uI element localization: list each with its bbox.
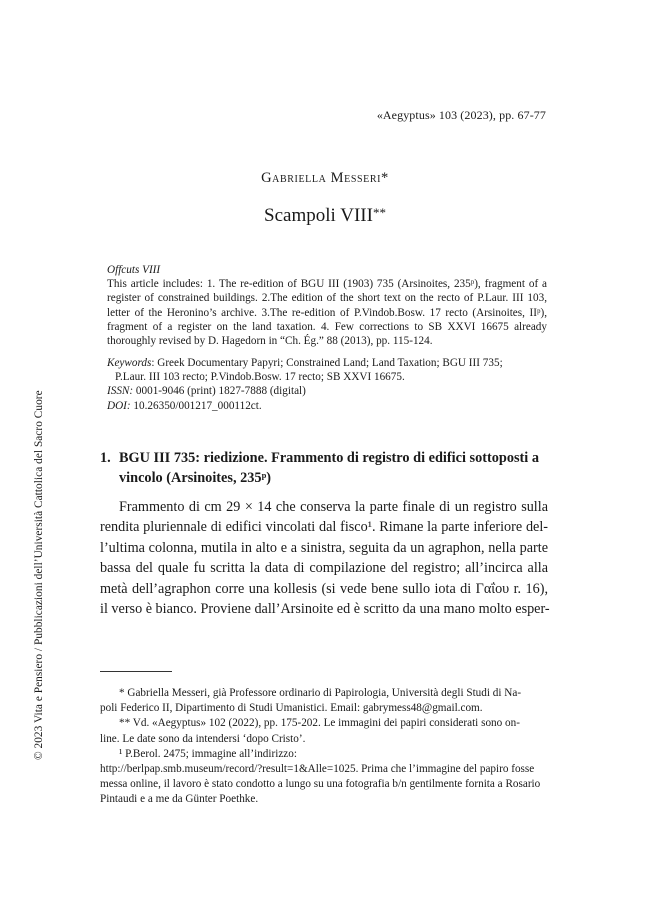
issn-label: ISSN: (107, 385, 134, 398)
footnotes (100, 686, 550, 808)
section-number: 1. (100, 450, 111, 466)
footnote-line: ¹ P.Berol. 2475; immagine all’indirizzo: (119, 747, 297, 760)
body-line: bassa del quale fu scritta la data di compilazione del registro; all’incirca alla (100, 560, 548, 577)
body-line: metà dell’agraphon corre una kollesis (si vede bene sullo iota di Γαΐου r. 16), (100, 580, 548, 597)
keywords-label: Keywords (107, 357, 152, 369)
footnote-line: http://berlpap.smb.museum/record/?result=1&Alle=1025. Prima che l’immagine del papiro fosse (100, 763, 535, 776)
footnote-rule (100, 671, 172, 672)
author-footnote-mark: * (381, 170, 389, 186)
body-line: rendita pluriennale di edifici vincolati dal fisco¹. Rimane la parte inferiore del- (100, 519, 548, 536)
section-heading-line-1: BGU III 735: riedizione. Frammento di registro di edifici sottoposti a (119, 450, 540, 466)
body-line: il verso è bianco. Proviene dall’Arsinoite ed è scritto da una mano molto esper- (100, 601, 550, 618)
footnote-line: Pintaudi e a me da Günter Poethke. (100, 793, 259, 806)
footnote-line: * Gabriella Messeri, già Professore ordinario di Papirologia, Università degli Studi di Na- (119, 687, 522, 699)
keywords-line (107, 356, 547, 370)
abstract-text: This article includes: 1. The re-edition of BGU III (1903) 735 (Arsinoites, 235ᵖ), fragment of a register of constrained buildings. 2.The edition of the short text on the recto of P.Laur. III 103, letter of the Heronino’s archive. 3.The re-edition of P.Vindob.Bosw. 17 recto (Arsinoites, IIᵖ), fragment of a register on the land taxation. 4. Few corrections to SB XXVI 16675 already thoroughly revised by D. Hagedorn in “Ch. Ég.” 88 (2013), pp. 115-124. (107, 278, 547, 348)
footnote-line: poli Federico II, Dipartimento di Studi Umanistici. Email: gabrymess48@gmail.com. (100, 702, 483, 715)
footnote-line: messa online, il lavoro è stato condotto a lungo su una fotografia b/n gentilmente fornita a Rosario (100, 778, 541, 791)
doi-value: 10.26350/001217_000112ct. (130, 399, 262, 412)
doi-label: DOI: (107, 399, 131, 412)
article-metadata (107, 356, 547, 413)
body-paragraph (100, 497, 548, 619)
section-heading-line-2: vincolo (Arsinoites, 235ᵖ) (119, 470, 271, 486)
abstract (107, 263, 547, 348)
footnote-line: line. Le date sono da intendersi ‘dopo Cristo’. (100, 732, 306, 745)
author-name (0, 170, 650, 187)
author-name-text: Gabriella Messeri (261, 170, 382, 186)
abstract-title: Offcuts VIII (107, 264, 161, 276)
article-title-text: Scampoli VIII (264, 205, 373, 226)
footnote-line: ** Vd. «Aegyptus» 102 (2022), pp. 175-202. Le immagini dei papiri considerati sono on- (119, 717, 520, 730)
body-line: Frammento di cm 29 × 14 che conserva la parte finale di un registro sulla (119, 499, 548, 515)
body-line: l’ultima colonna, mutila in alto e a sinistra, seguita da un agraphon, nella parte (100, 539, 548, 556)
title-footnote-mark: ** (372, 205, 386, 220)
issn-line (107, 384, 547, 398)
doi-line (107, 399, 547, 413)
issn-value: 0001-9046 (print) 1827-7888 (digital) (133, 385, 306, 398)
section-heading (100, 448, 548, 488)
copyright-sidebar: © 2023 Vita e Pensiero / Pubblicazioni dell’Università Cattolica del Sacro Cuore (33, 390, 45, 760)
keywords-continuation: P.Laur. III 103 recto; P.Vindob.Bosw. 17 recto; SB XXVI 16675. (115, 371, 405, 384)
keywords-text-1: : Greek Documentary Papyri; Constrained Land; Land Taxation; BGU III 735; (151, 357, 503, 369)
article-title (0, 205, 650, 227)
running-head: «Aegyptus» 103 (2023), pp. 67-77 (376, 108, 546, 122)
